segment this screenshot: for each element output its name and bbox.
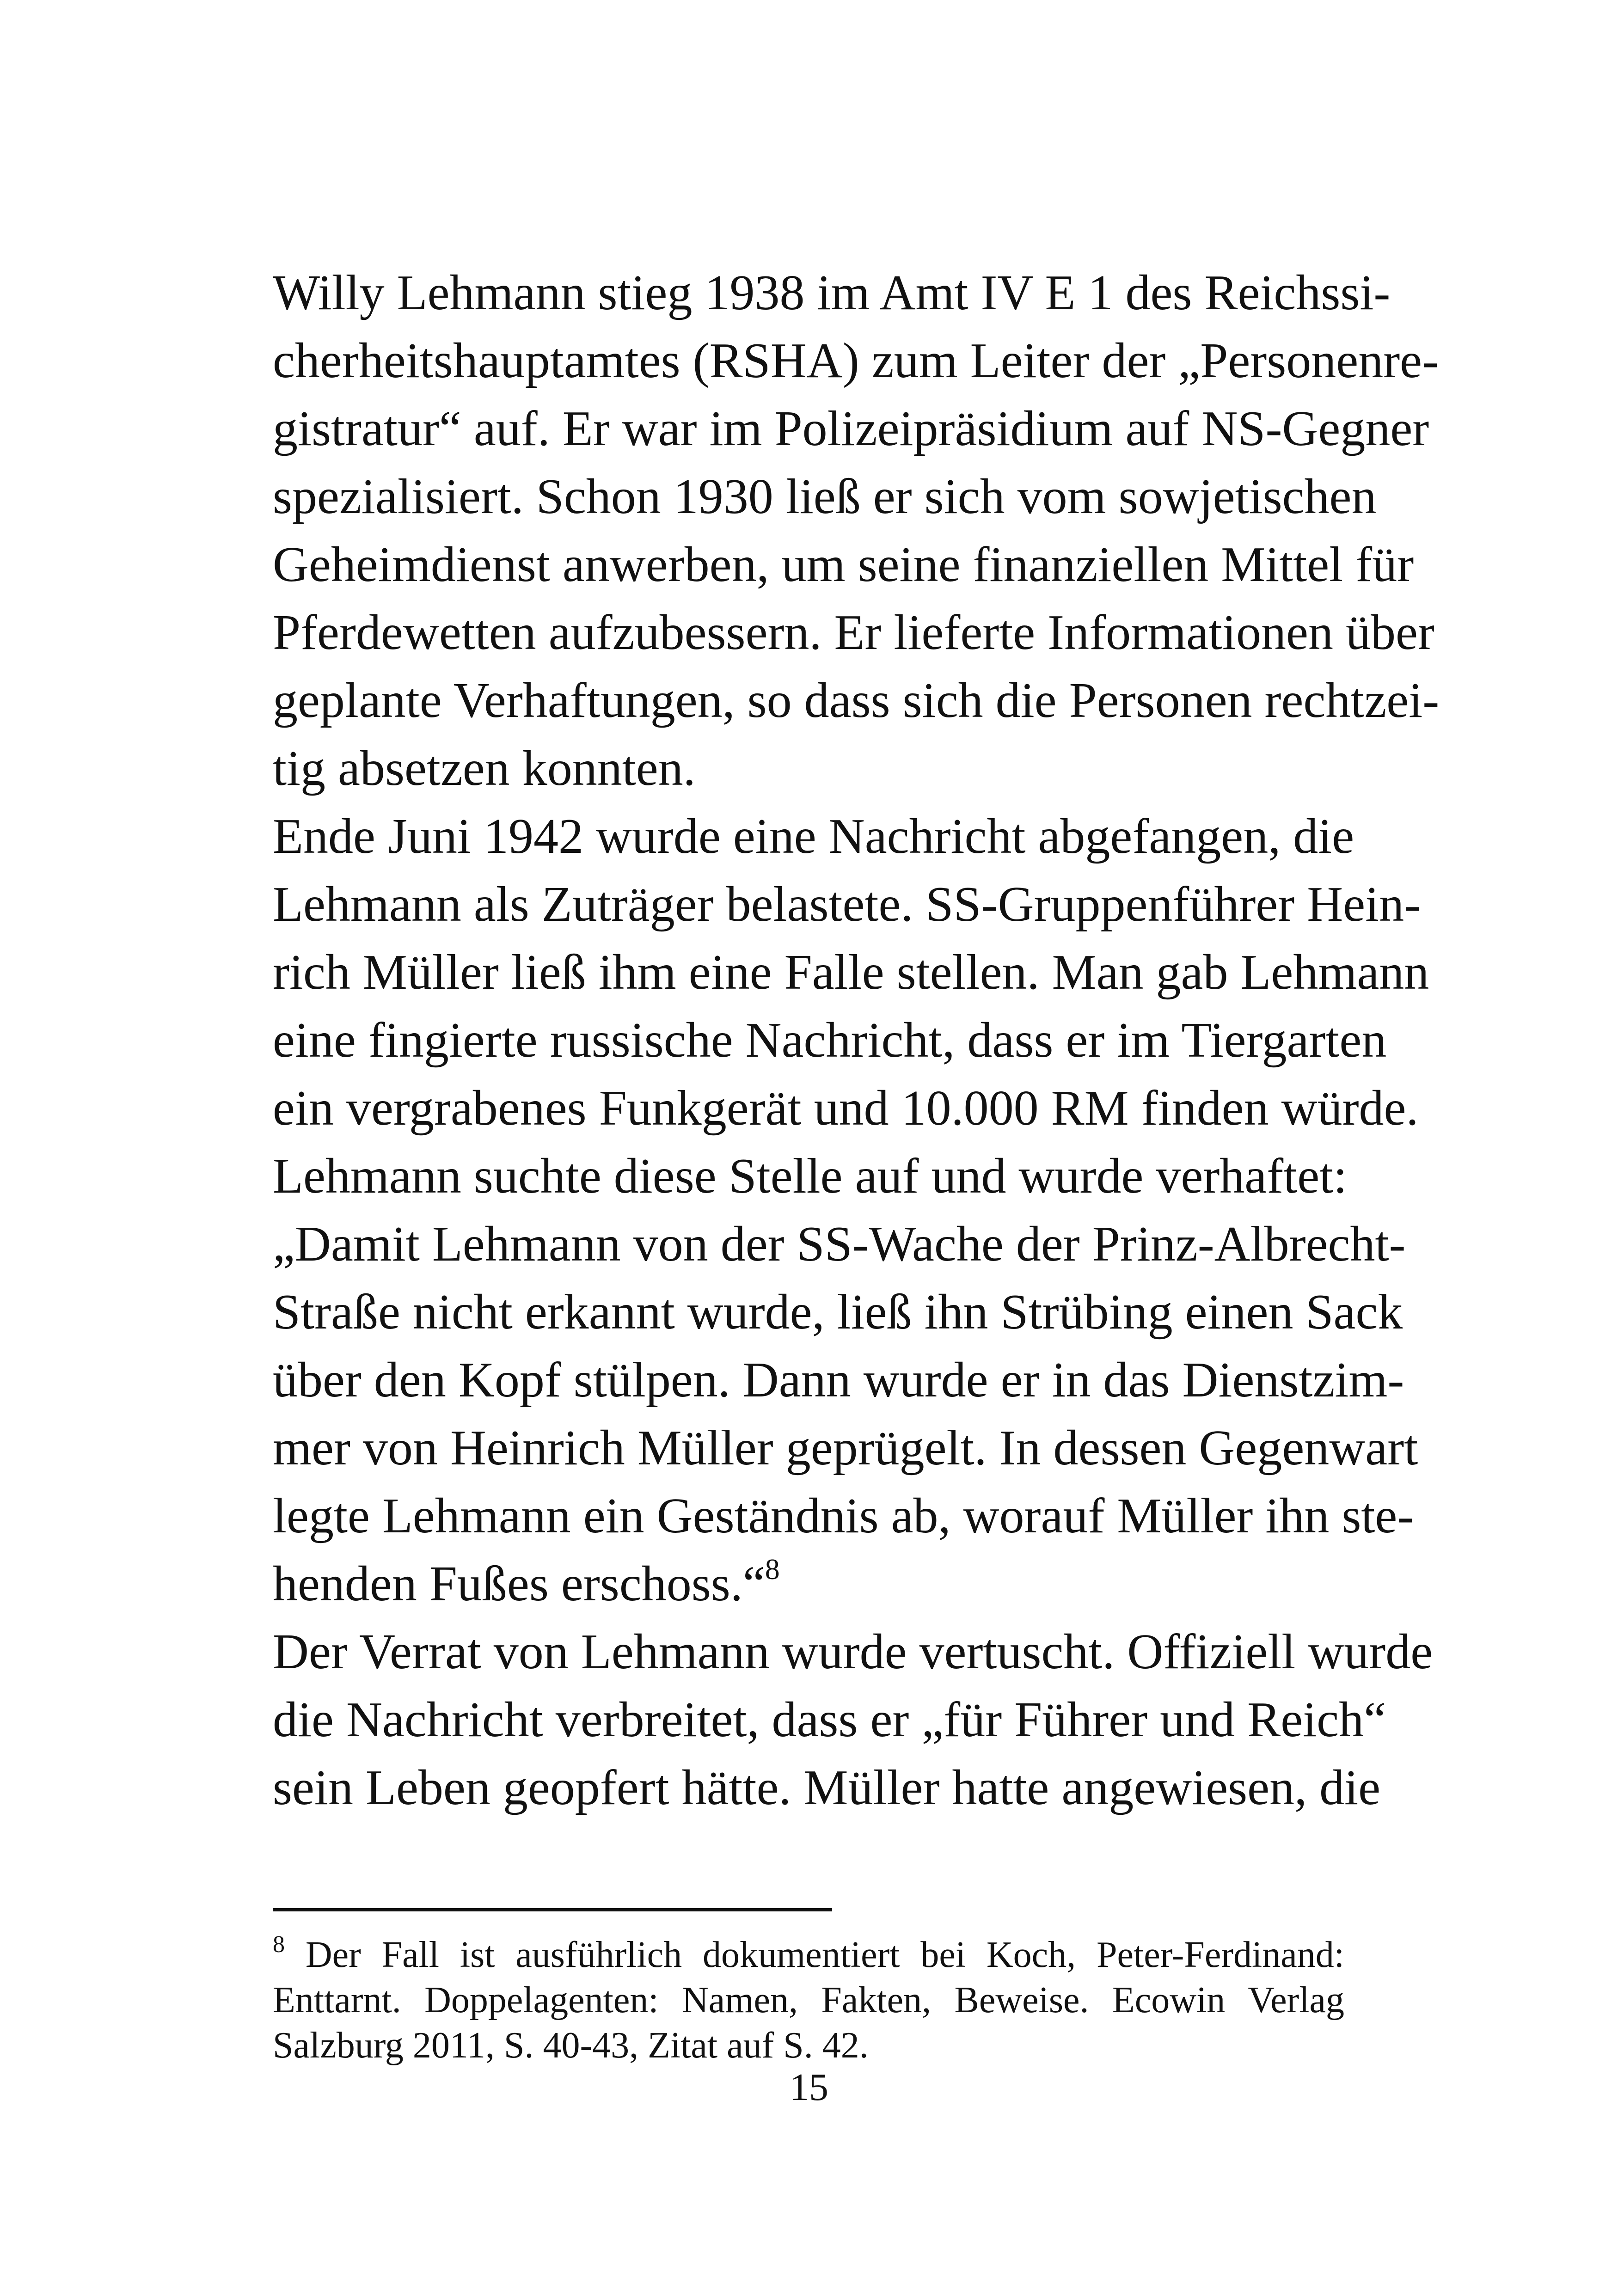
footnote-line-text: Der Fall ist ausführlich dokumentiert bei Koch, Peter-Ferdinand: (305, 1935, 1345, 1975)
footnote-line: Enttarnt. Doppelagenten: Namen, Fakten, Beweise. Ecowin Verlag (273, 1980, 1344, 2020)
text-line: sein Leben geopfert hätte. Müller hatte angewiesen, die (273, 1760, 1381, 1815)
footnote-reference[interactable]: 8 (765, 1553, 780, 1586)
body-text (273, 259, 1440, 1822)
text-line: Geheimdienst anwerben, um seine finanziellen Mittel für (273, 537, 1414, 592)
text-line: legte Lehmann ein Geständnis ab, worauf Müller ihn ste- (273, 1488, 1414, 1543)
text-line: spezialisiert. Schon 1930 ließ er sich vom sowjetischen (273, 469, 1377, 524)
text-line: Lehmann suchte diese Stelle auf und wurde verhaftet: (273, 1149, 1348, 1204)
footnote (273, 1932, 1344, 2068)
text-line-content: henden Fußes erschoss.“ (273, 1556, 765, 1611)
footnote-marker: 8 (273, 1931, 285, 1958)
text-line: Lehmann als Zuträger belastete. SS-Gruppenführer Hein- (273, 877, 1421, 932)
text-line: Straße nicht erkannt wurde, ließ ihn Strübing einen Sack (273, 1285, 1403, 1340)
text-line: über den Kopf stülpen. Dann wurde er in das Dienstzim- (273, 1353, 1404, 1408)
text-line: rich Müller ließ ihm eine Falle stellen. Man gab Lehmann (273, 945, 1429, 1000)
text-line: eine fingierte russische Nachricht, dass er im Tiergarten (273, 1013, 1387, 1068)
footnote-line: Salzburg 2011, S. 40-43, Zitat auf S. 42. (273, 2025, 869, 2066)
footnote-line (273, 1932, 1344, 1978)
text-line: „Damit Lehmann von der SS-Wache der Prinz-Albrecht- (273, 1217, 1406, 1272)
text-line: die Nachricht verbreitet, dass er „für Führer und Reich“ (273, 1692, 1386, 1747)
text-line: cherheitshauptamtes (RSHA) zum Leiter der „Personenre- (273, 333, 1439, 388)
text-line: ein vergrabenes Funkgerät und 10.000 RM finden würde. (273, 1081, 1419, 1136)
page-number: 15 (790, 2066, 828, 2109)
text-line-with-footnote-ref (273, 1550, 1344, 1618)
text-line: Ende Juni 1942 wurde eine Nachricht abgefangen, die (273, 809, 1354, 864)
text-line: tig absetzen konnten. (273, 741, 696, 796)
text-line: Der Verrat von Lehmann wurde vertuscht. Offiziell wurde (273, 1624, 1433, 1679)
text-line: mer von Heinrich Müller geprügelt. In dessen Gegenwart (273, 1420, 1418, 1476)
text-line: Willy Lehmann stieg 1938 im Amt IV E 1 des Reichssi- (273, 265, 1391, 320)
text-line: Pferdewetten aufzubessern. Er lieferte Informationen über (273, 605, 1434, 660)
footnote-separator (273, 1908, 832, 1911)
text-line: geplante Verhaftungen, so dass sich die Personen rechtzei- (273, 673, 1440, 728)
text-line: gistratur“ auf. Er war im Polizeipräsidium auf NS-Gegner (273, 401, 1429, 456)
